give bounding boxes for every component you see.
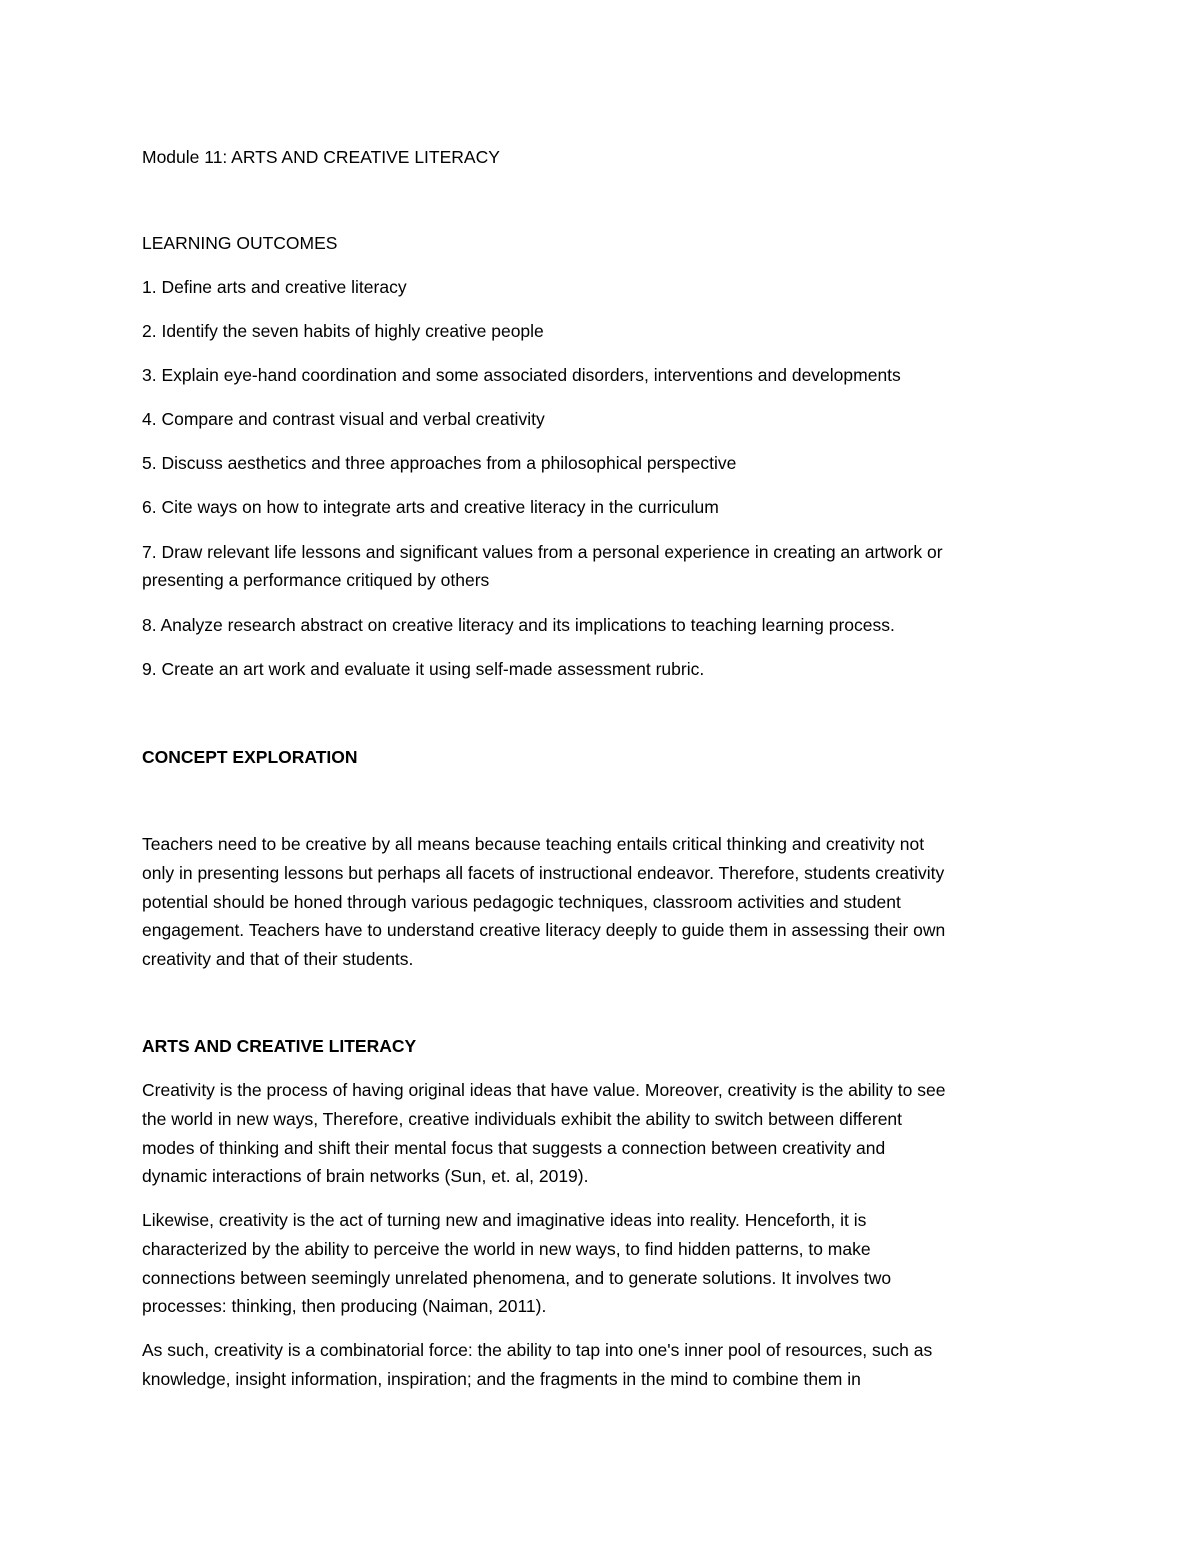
arts-paragraph-1 <box>142 1076 1062 1191</box>
paragraph-line: engagement. Teachers have to understand creative literacy deeply to guide them in assessing their own <box>142 920 946 941</box>
outcome-item: 8. Analyze research abstract on creative literacy and its implications to teaching learning process. <box>142 615 895 635</box>
arts-paragraph-2 <box>142 1206 1062 1321</box>
outcome-item: 5. Discuss aesthetics and three approaches from a philosophical perspective <box>142 453 737 473</box>
paragraph-line: characterized by the ability to perceive the world in new ways, to find hidden patterns, to make <box>142 1238 871 1259</box>
outcome-item: 7. Draw relevant life lessons and significant values from a personal experience in creating an artwork or <box>142 542 943 562</box>
paragraph-line: only in presenting lessons but perhaps all facets of instructional endeavor. Therefore, students creativity <box>142 862 945 883</box>
outcome-item-continuation: presenting a performance critiqued by others <box>142 570 490 590</box>
paragraph-line: knowledge, insight information, inspiration; and the fragments in the mind to combine them in <box>142 1368 861 1389</box>
paragraph-line: As such, creativity is a combinatorial force: the ability to tap into one's inner pool of resources, such as <box>142 1340 933 1360</box>
concept-exploration-heading: CONCEPT EXPLORATION <box>142 747 358 767</box>
outcome-item: 6. Cite ways on how to integrate arts and creative literacy in the curriculum <box>142 497 719 517</box>
paragraph-line: Creativity is the process of having original ideas that have value. Moreover, creativity is the ability to see <box>142 1080 946 1100</box>
outcome-item: 9. Create an art work and evaluate it using self-made assessment rubric. <box>142 659 705 679</box>
arts-paragraph-3 <box>142 1336 1062 1394</box>
outcome-item: 1. Define arts and creative literacy <box>142 277 407 297</box>
paragraph-line: Teachers need to be creative by all means because teaching entails critical thinking and creativity not <box>142 834 925 854</box>
outcome-item: 2. Identify the seven habits of highly creative people <box>142 321 544 341</box>
learning-outcomes-heading: LEARNING OUTCOMES <box>142 233 338 253</box>
outcome-item: 3. Explain eye-hand coordination and some associated disorders, interventions and developments <box>142 365 901 385</box>
arts-creative-literacy-heading: ARTS AND CREATIVE LITERACY <box>142 1036 417 1056</box>
paragraph-line: Likewise, creativity is the act of turning new and imaginative ideas into reality. Henceforth, it is <box>142 1210 867 1230</box>
document-page <box>142 0 1062 1553</box>
paragraph-line: potential should be honed through various pedagogic techniques, classroom activities and student <box>142 891 901 912</box>
paragraph-line: dynamic interactions of brain networks (Sun, et. al, 2019). <box>142 1166 589 1187</box>
paragraph-line: the world in new ways, Therefore, creative individuals exhibit the ability to switch between different <box>142 1108 903 1129</box>
module-title: Module 11: ARTS AND CREATIVE LITERACY <box>142 147 500 167</box>
paragraph-line: processes: thinking, then producing (Naiman, 2011). <box>142 1296 547 1317</box>
concept-exploration-paragraph <box>142 830 1062 974</box>
paragraph-line: creativity and that of their students. <box>142 949 414 970</box>
paragraph-line: modes of thinking and shift their mental focus that suggests a connection between creativity and <box>142 1137 886 1158</box>
paragraph-line: connections between seemingly unrelated phenomena, and to generate solutions. It involves two <box>142 1267 892 1288</box>
outcome-item: 4. Compare and contrast visual and verbal creativity <box>142 409 545 429</box>
